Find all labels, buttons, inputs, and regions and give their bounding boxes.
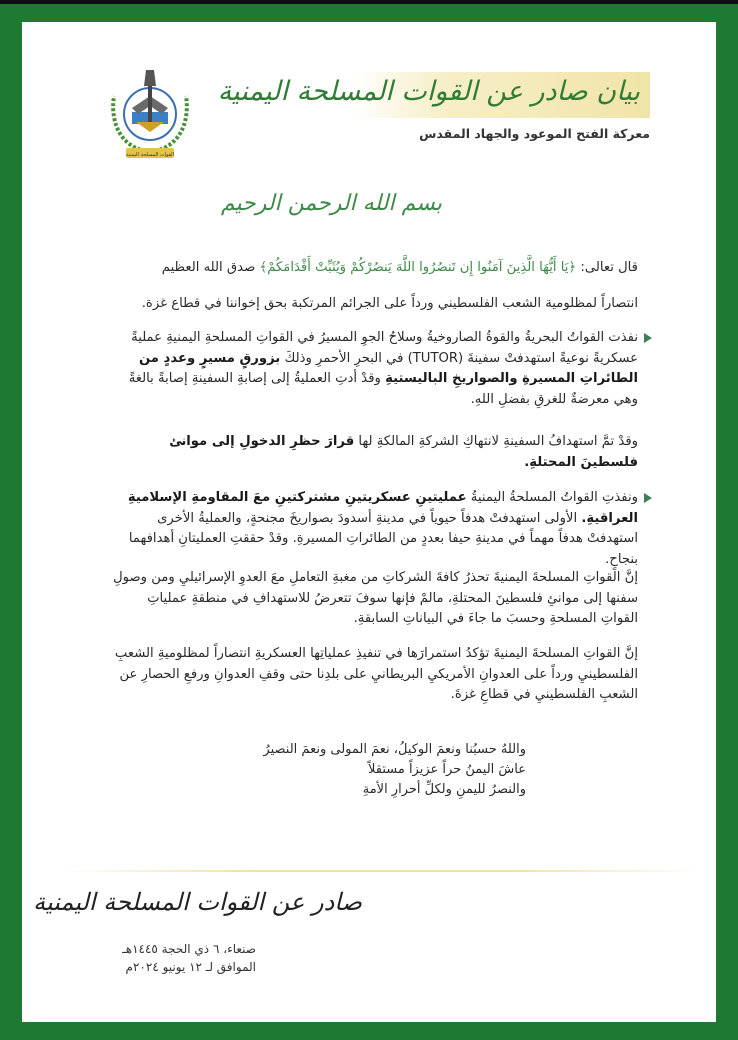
paragraph-3-text: ونفذتِ القواتُ المسلحةُ اليمنيةُ [470,490,638,505]
paragraph-1-text: نفذت القواتُ البحريةُ والقوةُ الصاروخيةُ وسلاحُ الجوِ المسيرُ في القواتِ المسلحةِ اليمنيةِ عمليةً عسكريةً نوعيةً استهدفتْ سفينةَ (TUTOR) في البحرِ الأحمرِ وذلكَ [131,330,638,366]
paragraph-2-bold: قرارَ حظرِ الدخولِ إلى موانئ فلسطينَ المحتلةِ. [169,434,638,470]
signature-calligraphy: صادر عن القوات المسلحة اليمنية [33,888,362,916]
verse-text: ﴿يَا أَيُّهَا الَّذِينَ آمَنُوا إِن تَنصُرُوا اللَّهَ يَنصُرْكُمْ وَيُثَبِّتْ أَقْدَامَكُمْ﴾ [259,260,577,275]
title-banner [217,72,650,118]
bullet-marker [644,333,652,343]
closing-line-2: عاشَ اليمنُ حراً عزيزاً مستقلاً [368,762,526,777]
basmala-calligraphy: بسم الله الرحمن الرحيم [220,191,442,216]
gold-divider [62,870,702,872]
bullet-marker [644,493,652,503]
paragraph-5: إنَّ القواتِ المسلحةَ اليمنيةَ تؤكدُ استمرارَها في تنفيذِ عملياتِها العسكريةِ انتصاراً لمظلوميةِ الشعبِ الفلسطينيِ ورداً على العدوانِ الأمريكيِ البريطانيِ على بلدِنا حتى وقفِ العدوانِ ورفعِ الحصارِ عن الشعبِ الفلسطينيِ في قطاعِ غزةَ. [114,646,638,702]
paragraph-1-text-end: وقدْ أدتِ العمليةُ إلى إصابةِ السفينةِ إصابةً بالغةً وهي معرضةٌ للغرقِ بفضلِ اللهِ. [128,371,638,407]
top-edge [0,0,738,4]
closing-block [226,740,526,800]
paragraph-3 [110,488,638,570]
intro-line: انتصاراً لمظلومية الشعب الفلسطيني ورداً على الجرائم المرتكبة بحق إخواننا في قطاع غزة. [141,296,638,311]
armed-forces-emblem [106,56,194,166]
paragraph-3-text-end: الأولى استهدفتْ هدفاً حيوياً في مدينةِ أسدودَ بصواريخَ مجنحةٍ، والعمليةُ الأخرى استهدفتْ هدفاً مهماً في مدينةِ حيفا بعددٍ من الطائراتِ المسيرةِ. وقدْ حققتِ العمليتانِ أهدافهما بنجاحٍ. [128,510,638,567]
paragraph-4: إنَّ القواتِ المسلحةَ اليمنيةَ تحذرُ كافةَ الشركاتِ من مغبةِ التعاملِ معَ العدوِ الإسرائيليِ ومن وصولِ سفنها إلى موانئِ فلسطينَ المحتلةِ، مالمْ فإنها سوفَ تتعرضُ للاستهدافِ في منطقةِ عملياتِ القواتِ المسلحةِ وحسبَ ما جاءَ في البياناتِ السابقةِ. [113,570,638,626]
document-page [22,22,716,1022]
verse-ending: صدق الله العظيم [161,260,256,275]
statement-subtitle: معركة الفتح الموعود والجهاد المقدس [419,126,650,141]
verse-line [110,258,638,279]
emblem-caption: القوات المسلحة اليمنية [125,152,175,158]
gregorian-date: الموافق لـ ١٢ يونيو ٢٠٢٤م [125,960,256,974]
place-hijri-date: صنعاء، ٦ ذي الحجة ١٤٤٥هـ [122,942,256,956]
paragraph-3-bold: عمليتينِ عسكريتينِ مشتركتينِ معَ المقاومةِ الإسلاميةِ العراقيةِ. [127,490,638,526]
closing-line-3: والنصرُ لليمنِ ولكلِّ أحرارِ الأمةِ [362,782,526,797]
verse-intro: قال تعالى: [580,260,638,275]
statement-title: بيان صادر عن القوات المسلحة اليمنية [217,76,640,107]
paragraph-2-text: وقدْ تمَّ استهدافُ السفينةِ لانتهاكِ الشركةِ المالكةِ لها [358,434,638,449]
closing-line-1: واللهُ حسبُنا ونعمَ الوكيلُ، نعمَ المولى ونعمَ النصيرُ [263,742,526,757]
paragraph-1-bold: بزورقٍ مسيرٍ وعددٍ من الطائراتِ المسيرةِ والصواريخِ الباليستيةِ [138,350,638,386]
paragraph-2 [110,432,638,473]
paragraph-1 [110,328,638,410]
